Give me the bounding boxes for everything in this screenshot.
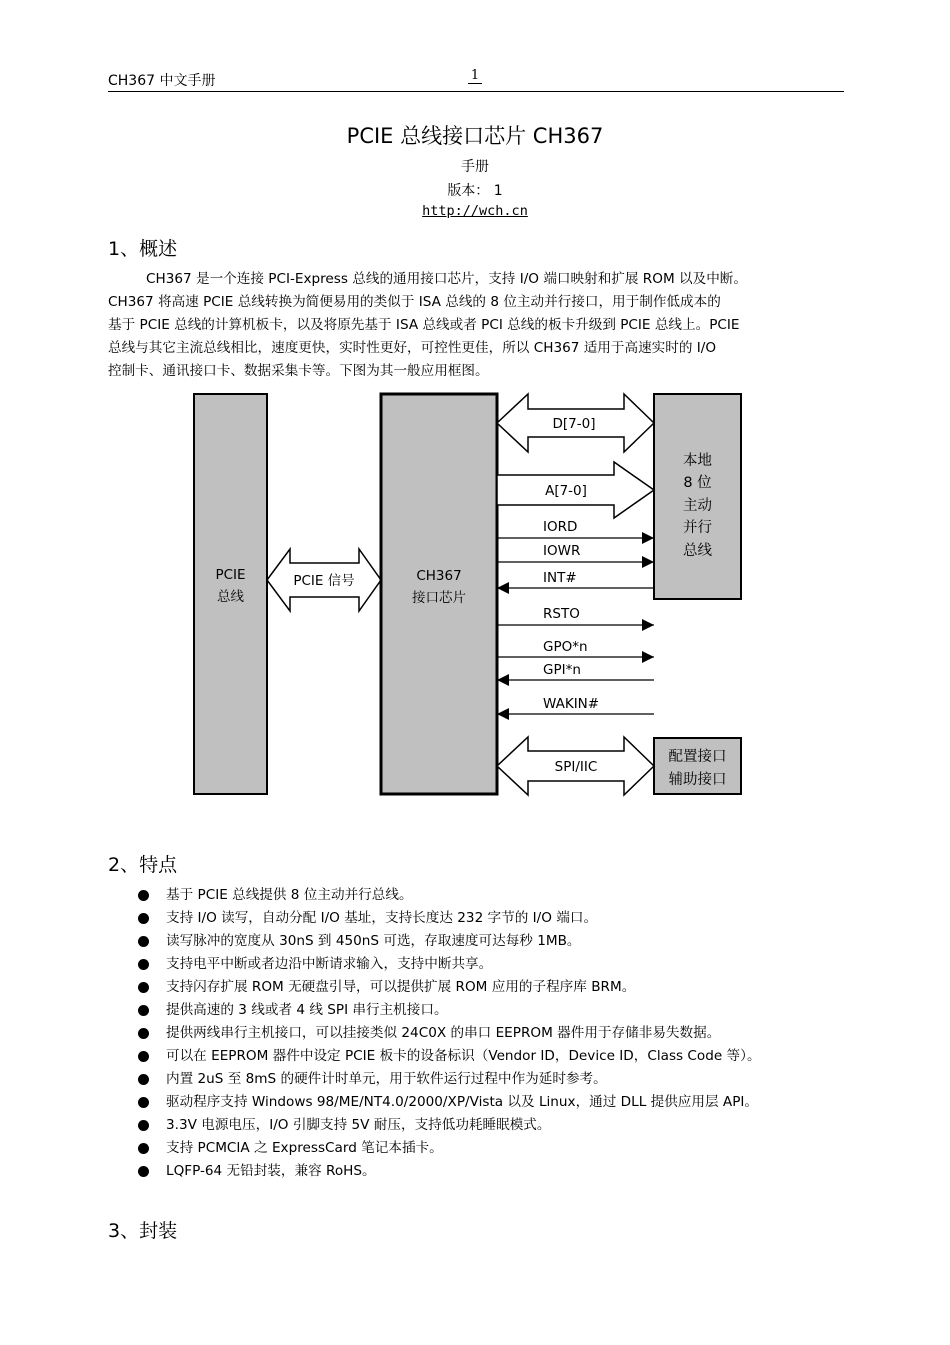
local-bus-label: 并行 bbox=[683, 520, 712, 536]
section-heading-overview: 1、概述 bbox=[108, 238, 178, 260]
subtitle-version: 版本： 1 bbox=[447, 183, 503, 199]
feature-item: 可以在 EEPROM 器件中设定 PCIE 板卡的设备标识（Vendor ID，Device ID，Class Code 等）。 bbox=[138, 1045, 858, 1068]
local-bus-label: 总线 bbox=[683, 543, 712, 559]
bullet-icon bbox=[138, 1074, 149, 1085]
feature-item: 3.3V 电源电压，I/O 引脚支持 5V 耐压，支持低功耗睡眠模式。 bbox=[138, 1114, 858, 1137]
config-box-label: 辅助接口 bbox=[668, 772, 727, 788]
chip-label: 接口芯片 bbox=[412, 590, 466, 606]
bullet-icon bbox=[138, 1028, 149, 1039]
iowr-label: IOWR bbox=[543, 543, 581, 559]
wakin-label: WAKIN# bbox=[543, 696, 600, 712]
bullet-icon bbox=[138, 982, 149, 993]
bullet-icon bbox=[138, 1005, 149, 1016]
spi-iic-label: SPI/IIC bbox=[554, 759, 598, 775]
website-link[interactable]: http://wch.cn bbox=[422, 203, 528, 219]
bullet-icon bbox=[138, 1097, 149, 1108]
feature-item: 读写脉冲的宽度从 30nS 到 450nS 可选，存取速度可达每秒 1MB。 bbox=[138, 930, 858, 953]
feature-list bbox=[138, 884, 858, 1183]
bullet-icon bbox=[138, 936, 149, 947]
overview-line: CH367 是一个连接 PCI-Express 总线的通用接口芯片，支持 I/O 端口映射和扩展 ROM 以及中断。 bbox=[146, 271, 747, 287]
local-bus-label: 8 位 bbox=[683, 475, 712, 491]
gpi-label: GPI*n bbox=[543, 662, 581, 678]
bullet-icon bbox=[138, 1166, 149, 1177]
feature-item: LQFP-64 无铅封装，兼容 RoHS。 bbox=[138, 1160, 858, 1183]
iord-label: IORD bbox=[543, 519, 578, 535]
overview-line: 总线与其它主流总线相比，速度更快，实时性更好，可控性更佳，所以 CH367 适用于高速实时的 I/O bbox=[108, 340, 717, 356]
feature-item: 提供两线串行主机接口，可以挂接类似 24C0X 的串口 EEPROM 器件用于存储非易失数据。 bbox=[138, 1022, 858, 1045]
pcie-signal-label: PCIE 信号 bbox=[293, 573, 355, 589]
overview-line: CH367 将高速 PCIE 总线转换为简便易用的类似于 ISA 总线的 8 位主动并行接口，用于制作低成本的 bbox=[108, 294, 721, 310]
feature-item: 支持闪存扩展 ROM 无硬盘引导，可以提供扩展 ROM 应用的子程序库 BRM。 bbox=[138, 976, 858, 999]
overview-line: 基于 PCIE 总线的计算机板卡，以及将原先基于 ISA 总线或者 PCI 总线的板卡升级到 PCIE 总线上。PCIE bbox=[108, 317, 740, 333]
document-title: PCIE 总线接口芯片 CH367 bbox=[346, 124, 604, 148]
feature-item: 支持电平中断或者边沿中断请求输入，支持中断共享。 bbox=[138, 953, 858, 976]
feature-item: 提供高速的 3 线或者 4 线 SPI 串行主机接口。 bbox=[138, 999, 858, 1022]
data-bus-label: D[7-0] bbox=[552, 416, 596, 432]
feature-item: 基于 PCIE 总线提供 8 位主动并行总线。 bbox=[138, 884, 858, 907]
local-bus-label: 本地 bbox=[683, 453, 712, 469]
bullet-icon bbox=[138, 913, 149, 924]
config-box-label: 配置接口 bbox=[668, 749, 727, 765]
page-number: 1 bbox=[468, 68, 482, 84]
subtitle-manual: 手册 bbox=[461, 159, 489, 175]
pcie-bus-label: PCIE bbox=[215, 567, 246, 583]
feature-item: 支持 I/O 读写，自动分配 I/O 基址，支持长度达 232 字节的 I/O 端口。 bbox=[138, 907, 858, 930]
bullet-icon bbox=[138, 1051, 149, 1062]
feature-item: 内置 2uS 至 8mS 的硬件计时单元，用于软件运行过程中作为延时参考。 bbox=[138, 1068, 858, 1091]
local-bus-label: 主动 bbox=[683, 498, 712, 514]
address-bus-label: A[7-0] bbox=[545, 483, 587, 499]
int-label: INT# bbox=[543, 570, 577, 586]
bullet-icon bbox=[138, 959, 149, 970]
section-heading-package: 3、封装 bbox=[108, 1220, 178, 1242]
feature-item: 驱动程序支持 Windows 98/ME/NT4.0/2000/XP/Vista 以及 Linux，通过 DLL 提供应用层 API。 bbox=[138, 1091, 858, 1114]
local-bus-box bbox=[654, 394, 741, 599]
rsto-label: RSTO bbox=[543, 606, 580, 622]
bullet-icon bbox=[138, 1120, 149, 1131]
section-heading-features: 2、特点 bbox=[108, 854, 178, 876]
overview-line: 控制卡、通讯接口卡、数据采集卡等。下图为其一般应用框图。 bbox=[108, 363, 489, 379]
bullet-icon bbox=[138, 890, 149, 901]
chip-label: CH367 bbox=[416, 568, 462, 584]
feature-item: 支持 PCMCIA 之 ExpressCard 笔记本插卡。 bbox=[138, 1137, 858, 1160]
pcie-bus-label: 总线 bbox=[217, 589, 244, 605]
bullet-icon bbox=[138, 1143, 149, 1154]
running-header: CH367 中文手册 bbox=[108, 73, 216, 89]
gpo-label: GPO*n bbox=[543, 639, 588, 655]
